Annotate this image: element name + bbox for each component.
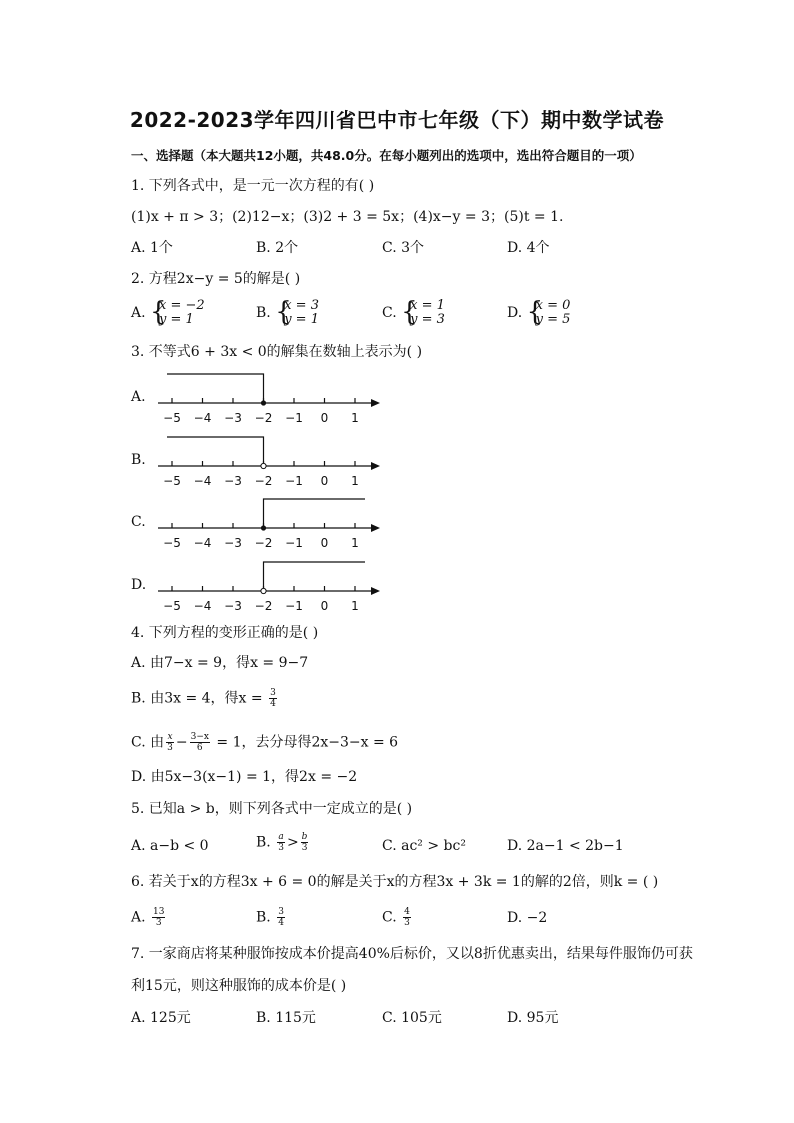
q5-b-d1: 3 <box>278 843 284 853</box>
q6-c-label: C. <box>382 909 397 926</box>
q5-b-n2: b <box>301 832 308 842</box>
q4-option-d: D. 由5x−3(x−1) = 1，得2x = −2 <box>131 769 358 785</box>
tick-label: −3 <box>224 411 242 425</box>
tick-label: 1 <box>351 411 359 425</box>
q6-b-fraction <box>277 907 285 928</box>
open-endpoint <box>261 588 266 593</box>
q2-option-d-label: D. <box>507 305 523 321</box>
q1-option-b: B. 2个 <box>256 240 299 256</box>
tick-label: 0 <box>320 474 329 488</box>
q4-option-c <box>131 732 398 753</box>
q5-b-n1: a <box>278 832 284 842</box>
tick-label: −5 <box>163 536 181 550</box>
q4-c-fraction2 <box>190 732 210 753</box>
q4-c-f1-den: 3 <box>167 743 173 753</box>
tick-label: −5 <box>163 599 181 613</box>
q4-b-num: 3 <box>270 688 276 698</box>
q6-c-fraction <box>403 907 411 928</box>
q3-option-a-label: A. <box>131 389 146 405</box>
tick-label: 0 <box>320 536 329 550</box>
q6-option-b <box>256 907 287 928</box>
q4-option-a: A. 由7−x = 9，得x = 9−7 <box>131 655 309 671</box>
q5-option-a: A. a−b < 0 <box>131 838 209 854</box>
q4-c-post: = 1，去分母得2x−3−x = 6 <box>216 734 399 751</box>
q5-stem: 5. 已知a > b，则下列各式中一定成立的是( ) <box>131 801 413 817</box>
tick-label: −1 <box>285 599 303 613</box>
q4-b-den: 4 <box>270 699 276 709</box>
section-heading: 一、选择题（本大题共12小题，共48.0分。在每小题列出的选项中，选出符合题目的一项） <box>131 148 642 163</box>
q6-b-label: B. <box>256 909 271 926</box>
q4-c-minus: − <box>175 734 188 751</box>
q6-b-den: 4 <box>278 918 284 928</box>
q2-option-a <box>131 299 205 327</box>
q7-option-c: C. 105元 <box>382 1010 442 1026</box>
tick-label: −4 <box>193 411 212 425</box>
q5-b-fraction1 <box>277 832 285 853</box>
q4-option-b <box>131 688 279 709</box>
q1-option-d: D. 4个 <box>507 240 550 256</box>
q2-option-a-label: A. <box>131 305 146 321</box>
q2-stem: 2. 方程2x−y = 5的解是( ) <box>131 271 301 287</box>
q6-c-den: 3 <box>404 918 410 928</box>
tick-label: −5 <box>163 411 181 425</box>
tick-label: −2 <box>254 536 273 550</box>
q5-option-b <box>256 832 310 853</box>
q1-items: (1)x + π > 3；(2)12−x；(3)2 + 3 = 5x；(4)x−y = 3；(5)t = 1. <box>131 209 564 225</box>
q2-option-b-system: { x = 3 y = 1 <box>275 297 319 327</box>
q4-stem: 4. 下列方程的变形正确的是( ) <box>131 625 319 641</box>
solution-bracket <box>167 374 264 403</box>
tick-label: −3 <box>224 536 242 550</box>
q3-option-d-numberline <box>150 554 390 620</box>
q2-option-b <box>256 299 319 327</box>
q2-d-row2: y = 5 <box>535 312 571 327</box>
q5-b-d2: 3 <box>301 843 308 853</box>
tick-label: −5 <box>163 474 181 488</box>
page-title: 2022-2023学年四川省巴中市七年级（下）期中数学试卷 <box>129 108 665 132</box>
tick-label: −3 <box>224 474 242 488</box>
axis-arrow <box>371 399 380 407</box>
open-endpoint <box>261 463 266 468</box>
axis-arrow <box>371 462 380 470</box>
q4-c-fraction1 <box>166 732 174 753</box>
q4-b-text: B. 由3x = 4，得x = <box>131 690 263 707</box>
q5-b-fraction2 <box>301 832 309 853</box>
tick-label: −4 <box>193 536 212 550</box>
q4-c-pre: C. 由 <box>131 734 165 751</box>
solution-bracket <box>167 437 264 466</box>
q3-option-c-label: C. <box>131 514 146 530</box>
q3-option-b-numberline <box>150 429 390 495</box>
q2-option-b-label: B. <box>256 305 271 321</box>
q6-option-a <box>131 907 167 928</box>
q3-option-d-label: D. <box>131 577 147 593</box>
q6-a-fraction <box>152 907 165 928</box>
q2-a-row1: x = −2 <box>159 298 205 313</box>
q6-a-den: 3 <box>155 918 162 928</box>
q5-option-d: D. 2a−1 < 2b−1 <box>507 838 624 854</box>
tick-label: −1 <box>285 411 303 425</box>
solid-endpoint <box>261 525 266 530</box>
q2-b-row1: x = 3 <box>284 298 319 313</box>
q6-c-num: 4 <box>404 907 410 917</box>
tick-label: 0 <box>320 599 329 613</box>
q7-option-d: D. 95元 <box>507 1010 559 1026</box>
q2-option-d <box>507 299 570 327</box>
q7-stem-line1: 7. 一家商店将某种服饰按成本价提高40%后标价，又以8折优惠卖出，结果每件服饰仍可获 <box>131 946 693 962</box>
solution-bracket <box>264 499 366 528</box>
tick-label: 0 <box>320 411 329 425</box>
q6-b-num: 3 <box>278 907 284 917</box>
q4-b-fraction <box>269 688 277 709</box>
tick-label: −4 <box>193 474 212 488</box>
q4-c-f2-num: 3−x <box>190 732 209 742</box>
q6-a-num: 13 <box>153 907 165 917</box>
q5-b-label: B. <box>256 834 271 851</box>
tick-label: −1 <box>285 536 303 550</box>
q7-option-b: B. 115元 <box>256 1010 316 1026</box>
tick-label: 1 <box>351 536 359 550</box>
q2-c-row1: x = 1 <box>410 298 445 313</box>
q4-c-f1-num: x <box>167 732 173 742</box>
solution-bracket <box>264 562 366 591</box>
q2-d-row1: x = 0 <box>535 298 571 313</box>
tick-label: −4 <box>193 599 212 613</box>
q2-c-row2: y = 3 <box>410 312 445 327</box>
q1-option-a: A. 1个 <box>131 240 173 256</box>
q1-stem: 1. 下列各式中，是一元一次方程的有( ) <box>131 178 375 194</box>
q6-option-c <box>382 907 413 928</box>
q6-option-d: D. −2 <box>507 910 548 926</box>
tick-label: −2 <box>254 474 273 488</box>
tick-label: −1 <box>285 474 303 488</box>
q2-option-a-system: { x = −2 y = 1 <box>150 297 205 327</box>
q5-b-gt: > <box>286 834 299 851</box>
q3-option-a-numberline <box>150 366 390 432</box>
q4-c-f2-den: 6 <box>196 743 203 753</box>
q3-option-c-numberline <box>150 491 390 557</box>
q2-option-c <box>382 299 445 327</box>
q5-option-c: C. ac² > bc² <box>382 838 466 854</box>
q2-option-d-system: { x = 0 y = 5 <box>526 297 571 327</box>
axis-arrow <box>371 587 380 595</box>
q2-b-row2: y = 1 <box>284 312 319 327</box>
tick-label: −2 <box>254 411 273 425</box>
q2-option-c-system: { x = 1 y = 3 <box>401 297 445 327</box>
q6-a-label: A. <box>131 909 146 926</box>
q1-option-c: C. 3个 <box>382 240 425 256</box>
tick-label: −2 <box>254 599 273 613</box>
solid-endpoint <box>261 400 266 405</box>
tick-label: 1 <box>351 474 359 488</box>
q7-option-a: A. 125元 <box>131 1010 191 1026</box>
q7-stem-line2: 利15元，则这种服饰的成本价是( ) <box>131 978 347 994</box>
tick-label: −3 <box>224 599 242 613</box>
q3-option-b-label: B. <box>131 452 146 468</box>
axis-arrow <box>371 524 380 532</box>
q3-stem: 3. 不等式6 + 3x < 0的解集在数轴上表示为( ) <box>131 344 423 360</box>
q2-a-row2: y = 1 <box>159 312 194 327</box>
q2-option-c-label: C. <box>382 305 397 321</box>
q6-stem: 6. 若关于x的方程3x + 6 = 0的解是关于x的方程3x + 3k = 1的解的2倍，则k = ( ) <box>131 874 659 890</box>
tick-label: 1 <box>351 599 359 613</box>
